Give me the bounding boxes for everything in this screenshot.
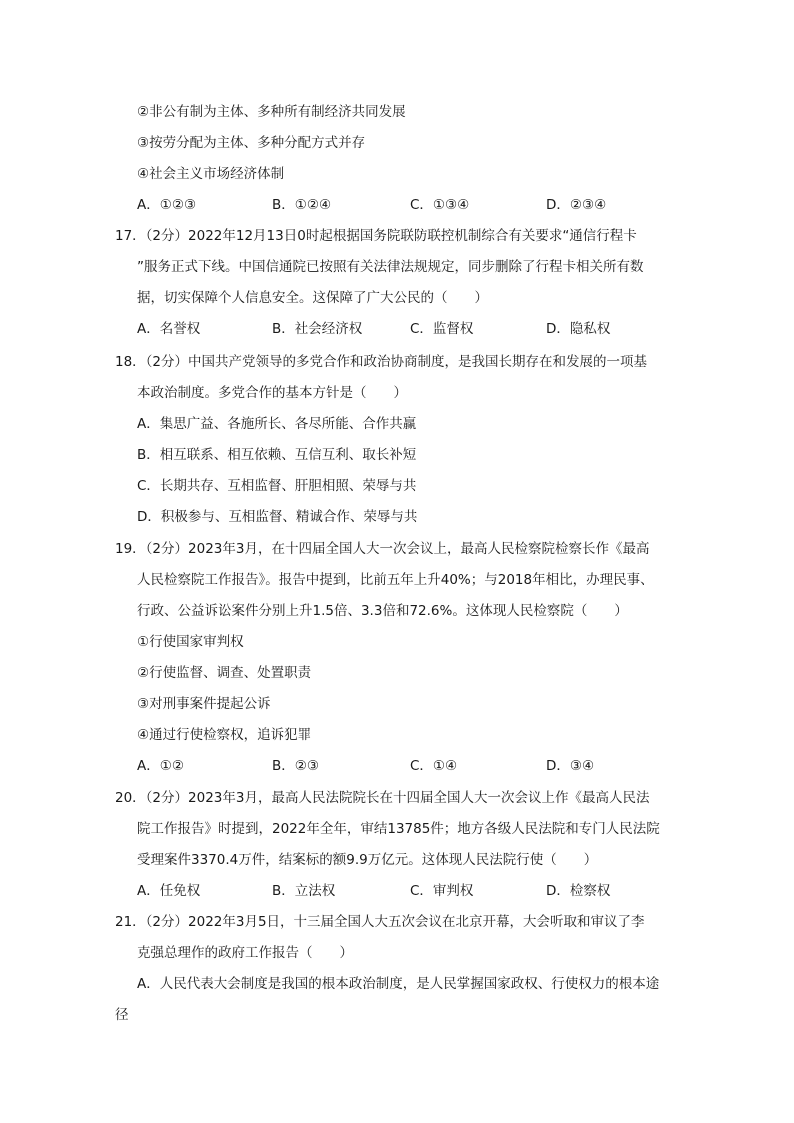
q16-option-d: D．②③④ <box>546 197 607 213</box>
q19-option-c: C．①④ <box>410 758 458 774</box>
q20-option-a: A．任免权 <box>137 883 201 899</box>
q17-stem-line-1: 17．（2分）2022年12月13日0时起根据国务院联防联控机制综合有关要求“通信行程卡 <box>115 228 637 244</box>
q18-option-b: B．相互联系、相互依赖、互信互利、取长补短 <box>137 447 417 463</box>
q19-option-a: A．①② <box>137 758 184 774</box>
q18-option-c: C．长期共存、互相监督、肝胆相照、荣辱与共 <box>137 478 417 494</box>
q20-stem-line-2: 院工作报告》时提到，2022年全年，审结13785件；地方各级人民法院和专门人民法院 <box>137 821 660 837</box>
q21-option-a: A．人民代表大会制度是我国的根本政治制度，是人民掌握国家政权、行使权力的根本途 <box>137 976 660 992</box>
q18-stem-line-1: 18．（2分）中国共产党领导的多党合作和政治协商制度，是我国长期存在和发展的一项基 <box>115 354 648 370</box>
q20-option-c: C．审判权 <box>410 883 474 899</box>
q17-option-a: A．名誉权 <box>137 321 201 337</box>
q20-stem-line-3: 受理案件3370.4万件，结案标的额9.9万亿元。这体现人民法院行使（ ） <box>137 852 598 868</box>
q19-option-b: B．②③ <box>272 758 319 774</box>
q19-stem-line-3: 行政、公益诉讼案件分别上升1.5倍、3.3倍和72.6%。这体现人民检察院（ ） <box>137 603 628 619</box>
q16-item-4: ④社会主义市场经济体制 <box>137 166 285 182</box>
q20-stem-line-1: 20．（2分）2023年3月，最高人民法院院长在十四届全国人大一次会议上作《最高人民法 <box>115 790 650 806</box>
q18-stem-line-2: 本政治制度。多党合作的基本方针是（ ） <box>137 385 407 401</box>
q17-stem-line-2: ”服务正式下线。中国信通院已按照有关法律法规规定，同步删除了行程卡相关所有数 <box>137 259 644 275</box>
q16-option-b: B．①②④ <box>272 197 332 213</box>
q19-item-4: ④通过行使检察权，追诉犯罪 <box>137 727 312 743</box>
q18-option-d: D．积极参与、互相监督、精诚合作、荣辱与共 <box>137 509 418 525</box>
q19-option-d: D．③④ <box>546 758 595 774</box>
q17-stem-line-3: 据，切实保障个人信息安全。这保障了广大公民的（ ） <box>137 290 488 306</box>
q18-option-a: A．集思广益、各施所长、各尽所能、合作共赢 <box>137 416 417 432</box>
q19-stem-line-1: 19．（2分）2023年3月，在十四届全国人大一次会议上，最高人民检察院检察长作《最高 <box>115 541 650 557</box>
q21-stem-line-2: 克强总理作的政府工作报告（ ） <box>137 945 353 961</box>
q16-option-c: C．①③④ <box>410 197 470 213</box>
q19-item-3: ③对刑事案件提起公诉 <box>137 696 271 712</box>
q19-stem-line-2: 人民检察院工作报告》。报告中提到，比前五年上升40%；与2018年相比，办理民事、 <box>137 572 654 588</box>
q16-item-2: ②非公有制为主体、多种所有制经济共同发展 <box>137 104 406 120</box>
q20-option-b: B．立法权 <box>272 883 336 899</box>
q19-item-2: ②行使监督、调查、处置职责 <box>137 665 312 681</box>
q21-option-a-continued: 径 <box>115 1007 129 1023</box>
q19-item-1: ①行使国家审判权 <box>137 634 244 650</box>
q17-option-b: B．社会经济权 <box>272 321 363 337</box>
q20-option-d: D．检察权 <box>546 883 611 899</box>
q16-item-3: ③按劳分配为主体、多种分配方式并存 <box>137 135 366 151</box>
q17-option-c: C．监督权 <box>410 321 474 337</box>
q17-option-d: D．隐私权 <box>546 321 611 337</box>
q21-stem-line-1: 21．（2分）2022年3月5日，十三届全国人大五次会议在北京开幕，大会听取和审议了李 <box>115 914 645 930</box>
q16-option-a: A．①②③ <box>137 197 197 213</box>
